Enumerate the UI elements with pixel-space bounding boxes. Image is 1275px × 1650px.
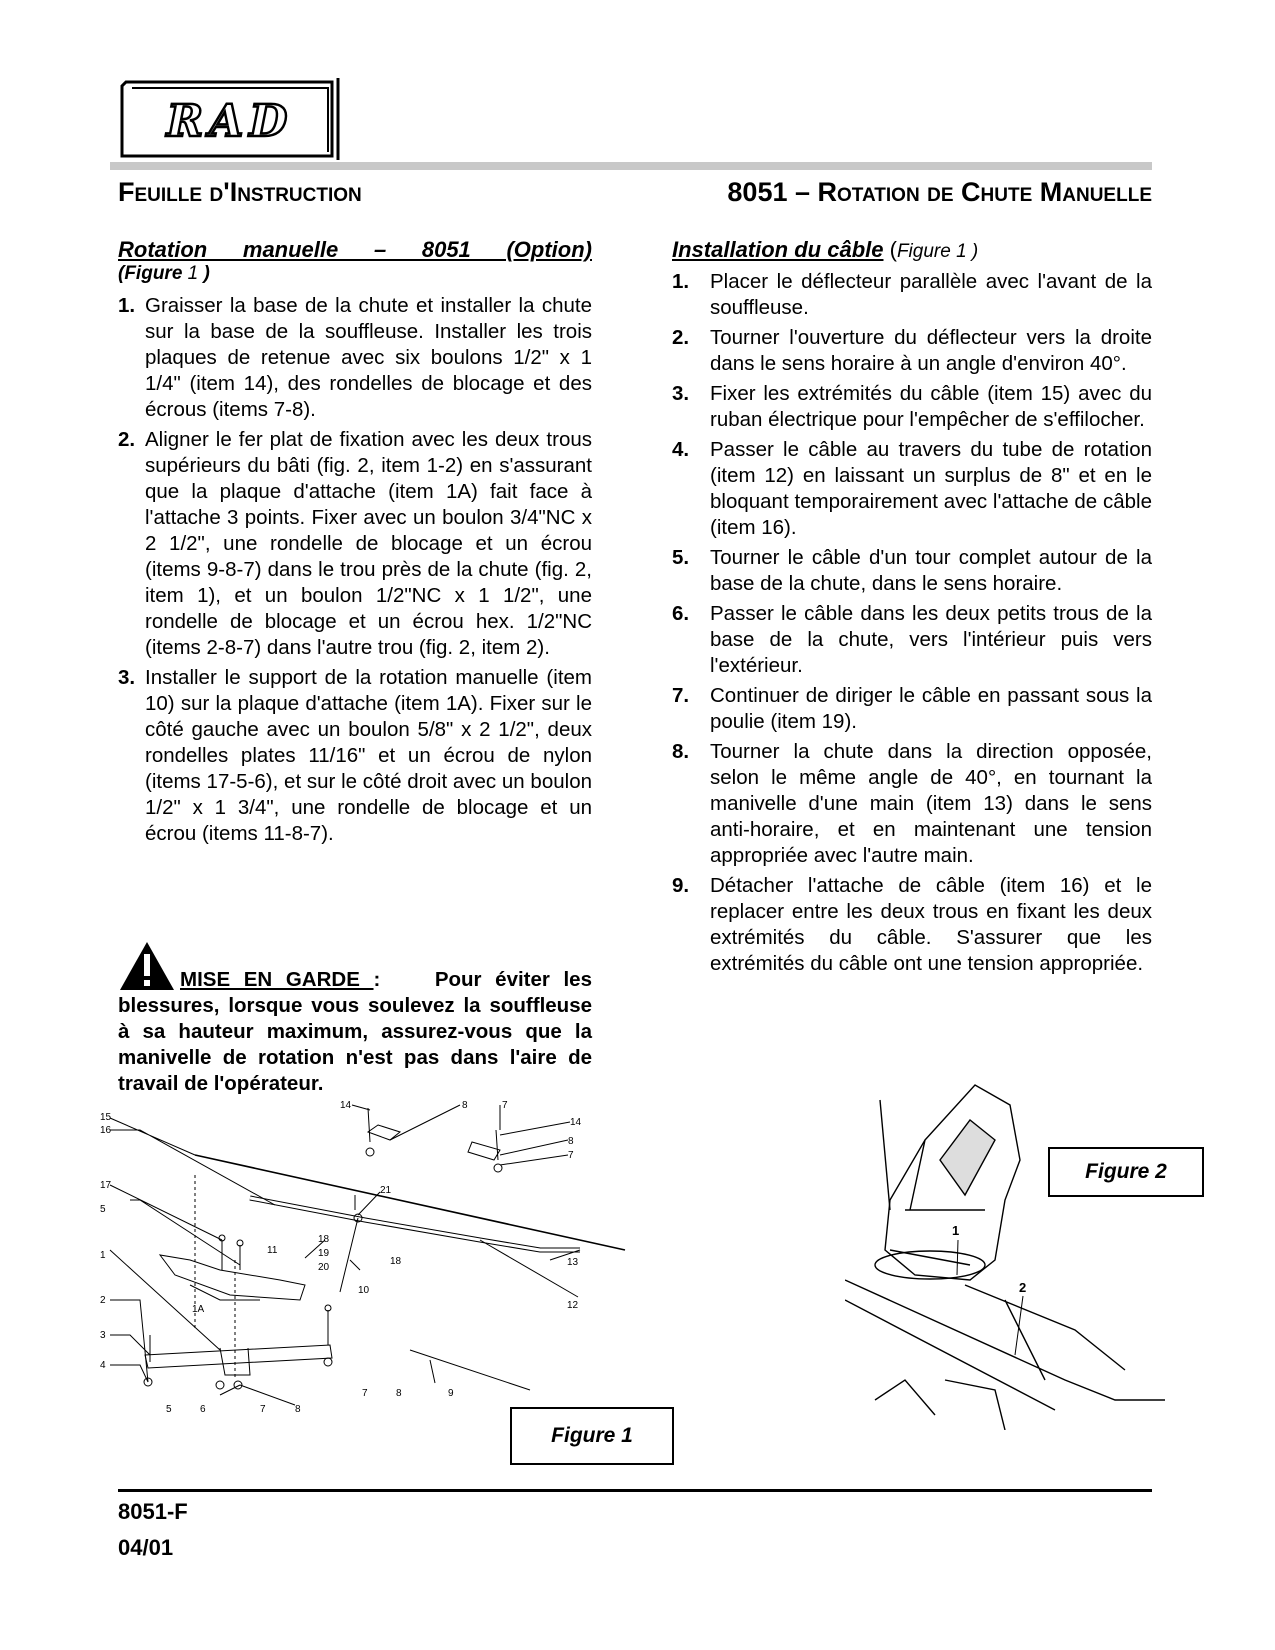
right-step xyxy=(672,683,1152,735)
callout: 7 xyxy=(362,1388,368,1399)
step-number: 4. xyxy=(672,438,690,461)
callout: 15 xyxy=(100,1112,112,1123)
step-number: 5. xyxy=(672,546,690,569)
right-step xyxy=(672,381,1152,433)
callout: 4 xyxy=(100,1360,106,1371)
callout: 10 xyxy=(358,1285,370,1296)
doc-subtitle: 8051 – Rotation de Chute Manuelle xyxy=(727,177,1152,207)
right-step xyxy=(672,739,1152,869)
callout: 13 xyxy=(567,1257,579,1268)
figure-2-diagram xyxy=(845,1080,1165,1430)
callout: 8 xyxy=(396,1388,402,1399)
step-text: Installer le support de la rotation manuelle (item 10) sur la plaque d'attache (item 1A). Fixer sur le côté gauche avec un boulon 5/8" x 2 1/2", deux rondelles plates 11/16" et un écrou de nylon (items 17-5-6), et sur le côté droit avec un boulon 1/2" x 1 3/4", une rondelle de blocage et un écrou (items 11-8-7). xyxy=(145,666,592,845)
warning-icon xyxy=(118,940,176,992)
step-number: 8. xyxy=(672,740,690,763)
left-step xyxy=(118,665,592,847)
rad-logo xyxy=(118,78,348,160)
callout: 20 xyxy=(318,1262,330,1273)
header-rule xyxy=(110,162,1152,170)
doc-title: Feuille d'Instruction xyxy=(118,177,362,207)
callout: 9 xyxy=(448,1388,454,1399)
right-step xyxy=(672,325,1152,377)
figure-2-label: Figure 2 xyxy=(1048,1147,1204,1197)
callout: 11 xyxy=(267,1245,278,1256)
callout: 14 xyxy=(570,1117,582,1128)
callout: 2 xyxy=(100,1295,106,1306)
callout: 7 xyxy=(260,1404,266,1415)
callout: 1A xyxy=(192,1304,205,1315)
callout: 18 xyxy=(390,1256,402,1267)
right-figure-ref: Figure 1 ) xyxy=(896,241,979,262)
step-number: 9. xyxy=(672,874,690,897)
step-text: Placer le déflecteur parallèle avec l'avant de la souffleuse. xyxy=(710,270,1152,319)
step-text: Graisser la base de la chute et installer la chute sur la base de la souffleuse. Installer les trois plaques de retenue avec six boulons 1/2" x 1 1/4" (item 14), des rondelles de blocage et des écrous (items 7-8). xyxy=(145,294,592,421)
left-steps xyxy=(118,293,592,847)
document-code: 8051-F xyxy=(118,1499,188,1524)
left-section-heading: Rotation manuelle – 8051 (Option) xyxy=(118,237,592,262)
step-text: Passer le câble dans les deux petits trous de la base de la chute, vers l'intérieur puis vers l'extérieur. xyxy=(710,602,1152,677)
callout: 21 xyxy=(380,1185,392,1196)
step-text: Tourner le câble d'un tour complet autour de la base de la chute, dans le sens horaire. xyxy=(710,546,1152,595)
callout: 2 xyxy=(1019,1280,1027,1295)
right-step xyxy=(672,269,1152,321)
left-column xyxy=(118,236,592,851)
document-date: 04/01 xyxy=(118,1535,174,1560)
callout: 8 xyxy=(295,1404,301,1415)
warning-separator: : xyxy=(373,968,381,991)
step-number: 6. xyxy=(672,602,690,625)
callout: 14 xyxy=(340,1100,352,1111)
step-number: 3. xyxy=(118,666,136,689)
step-text: Détacher l'attache de câble (item 16) et le replacer entre les deux trous en fixant les deux extrémités du câble. S'assurer que les extrémités du câble ont une tension appropriée. xyxy=(710,874,1152,975)
step-text: Continuer de diriger le câble en passant sous la poulie (item 19). xyxy=(710,684,1152,733)
left-figure-ref-num: 1 xyxy=(187,263,199,284)
callout: 17 xyxy=(100,1180,112,1191)
callout: 5 xyxy=(166,1404,172,1415)
callout: 1 xyxy=(100,1250,106,1261)
step-text: Tourner la chute dans la direction opposée, selon le même angle de 40°, en tournant la manivelle d'une main (item 13) dans le sens anti-horaire, et en maintenant une tension appropriée avec l'autre main. xyxy=(710,740,1152,867)
logo-text: RAD xyxy=(166,96,294,147)
left-figure-ref-word: Figure xyxy=(124,263,183,284)
left-step xyxy=(118,293,592,423)
left-figure-ref: (Figure 1 ) xyxy=(118,263,210,284)
right-step xyxy=(672,873,1152,977)
callout: 18 xyxy=(318,1234,330,1245)
callout: 19 xyxy=(318,1248,330,1259)
callout: 8 xyxy=(462,1100,468,1111)
step-number: 3. xyxy=(672,382,690,405)
right-step xyxy=(672,545,1152,597)
right-step xyxy=(672,437,1152,541)
callout: 8 xyxy=(568,1136,574,1147)
callout: 6 xyxy=(200,1404,206,1415)
right-steps xyxy=(672,269,1152,977)
step-number: 1. xyxy=(118,294,136,317)
step-text: Aligner le fer plat de fixation avec les deux trous supérieurs du bâti (fig. 2, item 1-2) en s'assurant que la plaque d'attache (item 1A) fait face à l'attache 3 points. Fixer avec un boulon 3/4"NC x 2 1/2", une rondelle de blocage et un écrou (items 9-8-7) dans le trou près de la chute (fig. 2, item 1), et un boulon 1/2"NC x 1 1/2", une rondelle de blocage et un écrou hex. 1/2"NC (items 2-8-7) dans l'autre trou (fig. 2, item 2). xyxy=(145,428,592,659)
right-column xyxy=(672,236,1152,981)
left-step xyxy=(118,427,592,661)
step-number: 7. xyxy=(672,684,690,707)
footer-rule xyxy=(118,1489,1152,1492)
warning-label: MISE EN GARDE xyxy=(180,968,374,991)
callout: 1 xyxy=(952,1223,960,1238)
step-text: Tourner l'ouverture du déflecteur vers la droite dans le sens horaire à un angle d'environ 40°. xyxy=(710,326,1152,375)
warning-block xyxy=(118,940,592,1097)
right-heading-text: Installation du câble xyxy=(672,237,884,262)
callout: 3 xyxy=(100,1330,106,1341)
callout: 7 xyxy=(502,1100,508,1111)
callout: 16 xyxy=(100,1125,112,1136)
warning-text: Pour éviter les blessures, lorsque vous soulevez la souffleuse à sa hauteur maximum, assurez-vous que la manivelle de rotation n'est pas dans l'aire de travail de l'opérateur. xyxy=(118,968,592,1095)
callout: 7 xyxy=(568,1150,574,1161)
callout: 12 xyxy=(567,1300,579,1311)
figure-1-label: Figure 1 xyxy=(510,1407,674,1465)
callout: 5 xyxy=(100,1204,106,1215)
step-number: 2. xyxy=(672,326,690,349)
step-text: Fixer les extrémités du câble (item 15) avec du ruban électrique pour l'empêcher de s'effilocher. xyxy=(710,382,1152,431)
step-number: 2. xyxy=(118,428,136,451)
right-step xyxy=(672,601,1152,679)
step-text: Passer le câble au travers du tube de rotation (item 12) en laissant un surplus de 8" et en le bloquant temporairement avec l'attache de câble (item 16). xyxy=(710,438,1152,539)
right-section-heading: Installation du câble (Figure 1 ) xyxy=(672,237,979,262)
step-number: 1. xyxy=(672,270,690,293)
